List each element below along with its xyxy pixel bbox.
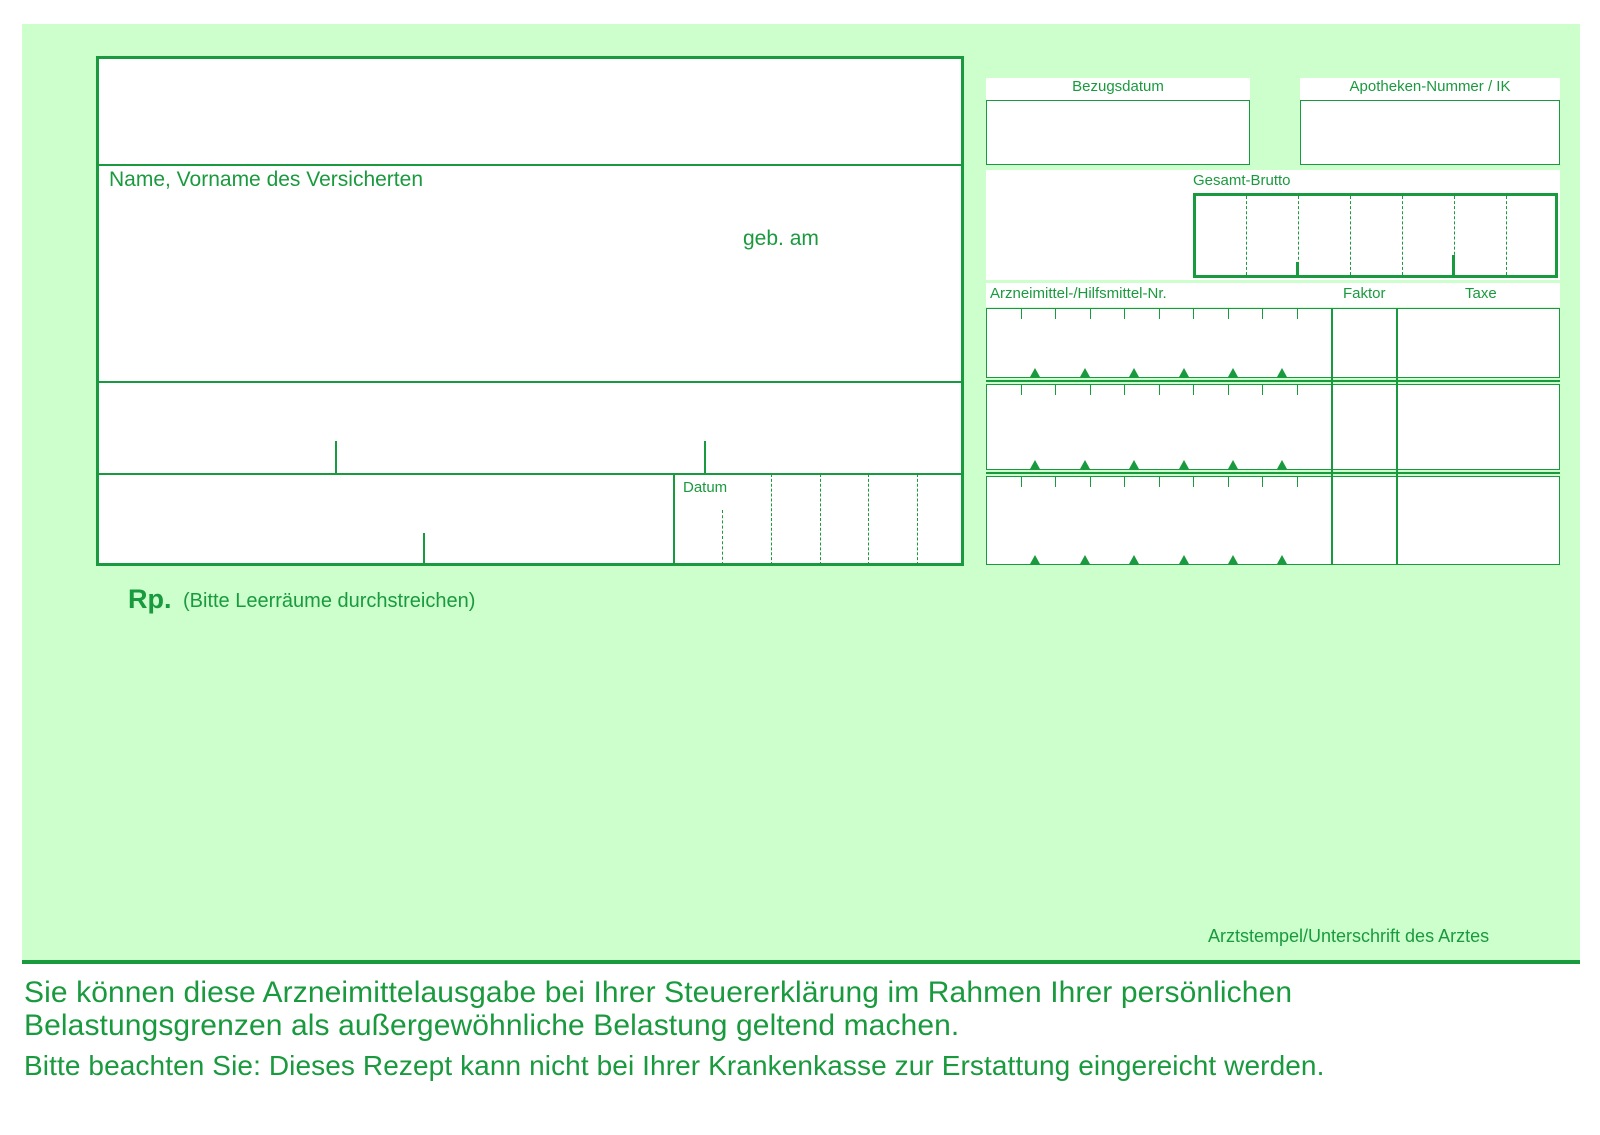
name-label: Name, Vorname des Versicherten: [109, 168, 423, 191]
gesamt-brutto-field[interactable]: [1193, 193, 1558, 278]
digit-tick: [1021, 309, 1022, 319]
digit-marker: [1129, 555, 1139, 564]
digit-marker: [1228, 555, 1238, 564]
digit-tick: [1228, 385, 1229, 395]
digit-tick: [1055, 477, 1056, 487]
digit-tick: [1124, 385, 1125, 395]
digit-marker: [1228, 460, 1238, 469]
digit-tick: [1055, 385, 1056, 395]
digit-marker: [1179, 555, 1189, 564]
date-digit-separator: [771, 474, 772, 565]
digit-tick: [1124, 477, 1125, 487]
digit-tick: [1159, 309, 1160, 319]
date-digit-separator: [868, 474, 869, 565]
arzneimittel-label: Arzneimittel-/Hilfsmittel-Nr.: [990, 285, 1167, 302]
taxe-label: Taxe: [1465, 285, 1497, 302]
bezugsdatum-field[interactable]: [986, 100, 1250, 165]
digit-tick: [1297, 477, 1298, 487]
digit-tick: [1193, 385, 1194, 395]
brutto-digit-separator: [1246, 196, 1247, 275]
digit-marker: [1277, 460, 1287, 469]
digit-marker: [1277, 555, 1287, 564]
digit-marker: [1080, 460, 1090, 469]
digit-marker: [1030, 555, 1040, 564]
date-digit-separator: [820, 474, 821, 565]
digit-marker: [1228, 368, 1238, 377]
rp-label: Rp.: [128, 584, 172, 614]
digit-tick: [1228, 309, 1229, 319]
digit-tick: [1159, 385, 1160, 395]
digit-tick: [1124, 309, 1125, 319]
digit-marker: [1129, 368, 1139, 377]
brutto-digit-separator: [1350, 196, 1351, 275]
digit-tick: [1193, 477, 1194, 487]
date-digit-separator: [917, 474, 918, 565]
patient-box-divider-2: [98, 381, 964, 383]
date-digit-separator: [722, 510, 723, 565]
faktor-label: Faktor: [1343, 285, 1386, 302]
medication-row-1[interactable]: [986, 308, 1560, 378]
patient-box-tick-2: [704, 441, 706, 474]
footer-text-line-1: Sie können diese Arzneimittelausgabe bei Ihrer Steuererklärung im Rahmen Ihrer persönlichen: [24, 976, 1293, 1009]
doctor-stamp-label: Arztstempel/Unterschrift des Arztes: [1208, 926, 1490, 946]
medication-row-2[interactable]: [986, 384, 1560, 470]
digit-tick: [1021, 477, 1022, 487]
digit-tick: [1090, 477, 1091, 487]
digit-tick: [1021, 385, 1022, 395]
taxe-column-divider: [1396, 308, 1398, 565]
digit-marker: [1080, 555, 1090, 564]
digit-marker: [1030, 460, 1040, 469]
digit-tick: [1297, 309, 1298, 319]
patient-box-tick-3: [423, 533, 425, 565]
apotheken-nummer-field[interactable]: [1300, 100, 1560, 165]
digit-tick: [1055, 309, 1056, 319]
brutto-decimal-mark: [1452, 255, 1455, 276]
rp-note: (Bitte Leerräume durchstreichen): [183, 590, 476, 612]
patient-box-divider-1: [98, 164, 964, 166]
brutto-digit-separator: [1506, 196, 1507, 275]
digit-marker: [1179, 368, 1189, 377]
bezugsdatum-label: Bezugsdatum: [1072, 78, 1164, 95]
patient-box: [96, 56, 964, 566]
digit-tick: [1262, 309, 1263, 319]
digit-marker: [1030, 368, 1040, 377]
patient-box-tick-1: [335, 441, 337, 474]
birth-date-label: geb. am: [743, 227, 819, 250]
date-section-divider: [673, 474, 675, 565]
digit-tick: [1090, 385, 1091, 395]
footer-text-line-3: Bitte beachten Sie: Dieses Rezept kann nicht bei Ihrer Krankenkasse zur Erstattung eingereicht werden.: [24, 1050, 1325, 1081]
footer-rule: [22, 960, 1580, 964]
gesamt-brutto-label: Gesamt-Brutto: [1193, 172, 1291, 189]
row-separator: [986, 380, 1560, 382]
digit-tick: [1262, 385, 1263, 395]
digit-marker: [1129, 460, 1139, 469]
digit-tick: [1297, 385, 1298, 395]
digit-marker: [1277, 368, 1287, 377]
row-separator: [986, 472, 1560, 474]
digit-tick: [1228, 477, 1229, 487]
digit-marker: [1080, 368, 1090, 377]
digit-tick: [1262, 477, 1263, 487]
brutto-separator-mark: [1296, 262, 1299, 276]
patient-box-divider-3: [98, 473, 964, 475]
faktor-column-divider: [1331, 308, 1333, 565]
digit-tick: [1193, 309, 1194, 319]
date-label: Datum: [683, 479, 728, 496]
digit-tick: [1090, 309, 1091, 319]
footer-text-line-2: Belastungsgrenzen als außergewöhnliche Belastung geltend machen.: [24, 1009, 960, 1042]
digit-marker: [1179, 460, 1189, 469]
medication-row-3[interactable]: [986, 476, 1560, 565]
brutto-digit-separator: [1402, 196, 1403, 275]
digit-tick: [1159, 477, 1160, 487]
apotheken-label: Apotheken-Nummer / IK: [1349, 78, 1511, 95]
